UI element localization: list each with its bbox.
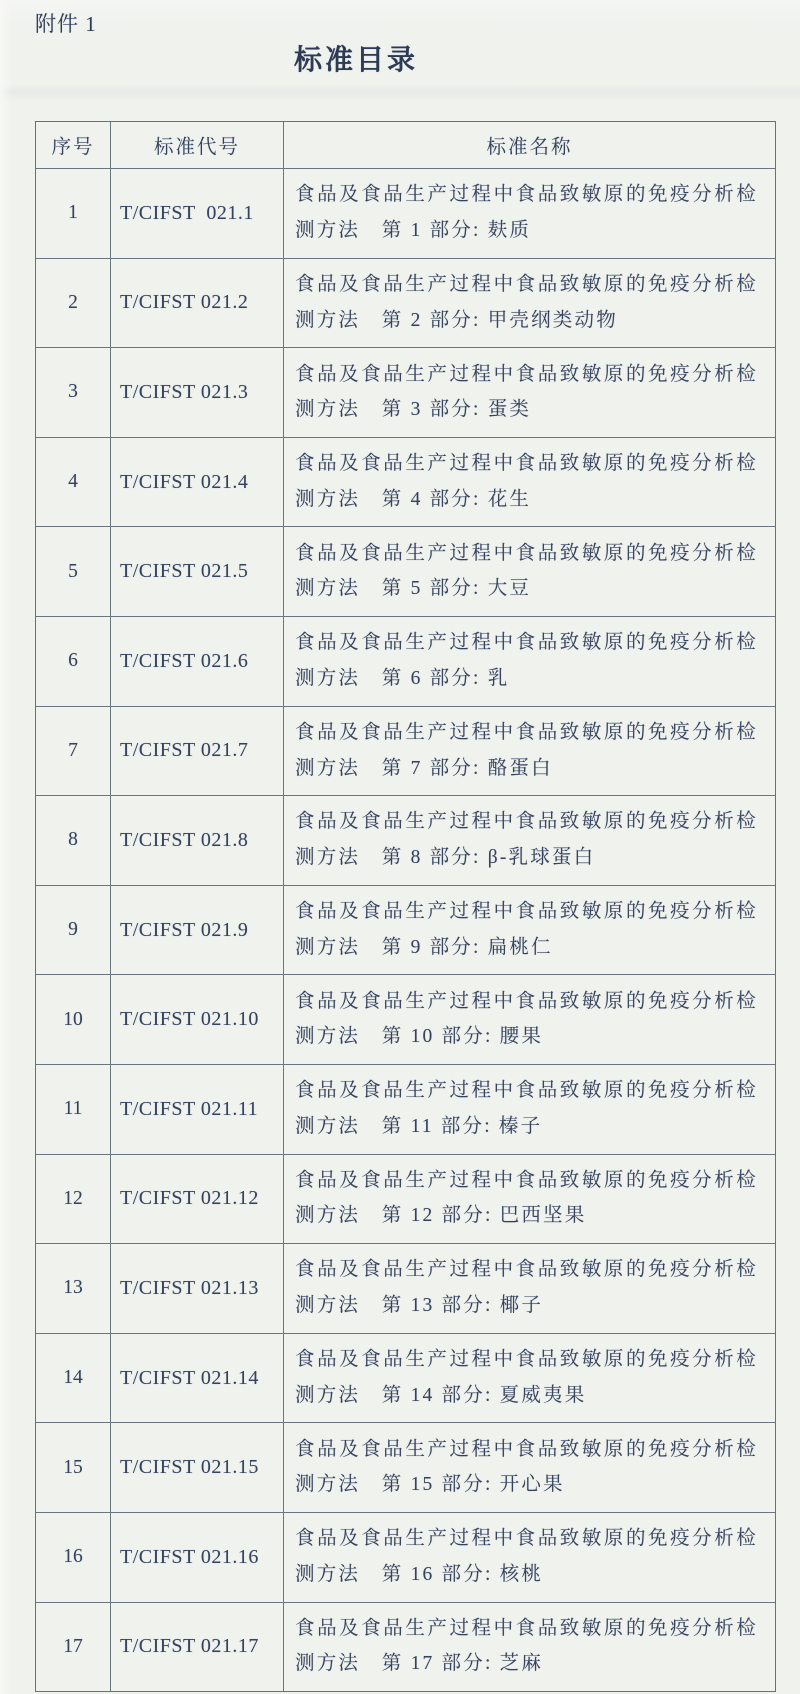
row-serial-number: 7 bbox=[36, 707, 111, 796]
table-row bbox=[36, 1603, 775, 1692]
row-standard-code: T/CIFST 021.8 bbox=[111, 796, 284, 885]
standard-name-line2: 测方法 第 12 部分: 巴西坚果 bbox=[295, 1205, 587, 1227]
page-title: 标准目录 bbox=[293, 45, 418, 76]
standard-name-line1: 食品及食品生产过程中食品致敏原的免疫分析检 bbox=[295, 1080, 758, 1102]
table-row bbox=[36, 348, 775, 438]
standard-name-line2: 测方法 第 6 部分: 乳 bbox=[295, 667, 510, 689]
standard-name-line2: 测方法 第 10 部分: 腰果 bbox=[295, 1026, 544, 1048]
standard-name-line2: 测方法 第 11 部分: 榛子 bbox=[295, 1115, 543, 1137]
row-serial-number: 6 bbox=[36, 617, 111, 706]
table-row bbox=[36, 1513, 775, 1603]
table-row bbox=[36, 438, 775, 528]
standards-table bbox=[35, 121, 776, 1692]
row-standard-code: T/CIFST 021.7 bbox=[111, 707, 284, 796]
table-row bbox=[36, 1155, 775, 1245]
row-serial-number: 11 bbox=[36, 1065, 111, 1154]
table-row bbox=[36, 1244, 775, 1334]
row-serial-number: 14 bbox=[36, 1334, 111, 1423]
row-serial-number: 2 bbox=[36, 259, 111, 348]
row-serial-number: 5 bbox=[36, 527, 111, 616]
row-serial-number: 9 bbox=[36, 886, 111, 975]
standard-name-line2: 测方法 第 17 部分: 芝麻 bbox=[295, 1653, 544, 1675]
row-standard-code: T/CIFST 021.16 bbox=[111, 1513, 284, 1602]
table-row bbox=[36, 796, 775, 886]
standard-name-line2: 测方法 第 16 部分: 核桃 bbox=[295, 1563, 544, 1585]
header-cell-standard-code: 标准代号 bbox=[111, 122, 284, 168]
row-standard-name bbox=[284, 438, 775, 527]
standard-name-line2: 测方法 第 7 部分: 酪蛋白 bbox=[295, 757, 553, 779]
standard-name-line1: 食品及食品生产过程中食品致敏原的免疫分析检 bbox=[295, 1169, 758, 1191]
row-standard-name bbox=[284, 886, 775, 975]
standard-name-line2: 测方法 第 13 部分: 椰子 bbox=[295, 1295, 544, 1317]
row-standard-name bbox=[284, 975, 775, 1064]
table-header-row bbox=[36, 122, 775, 169]
table-row bbox=[36, 707, 775, 797]
standard-name-line2: 测方法 第 15 部分: 开心果 bbox=[295, 1474, 565, 1496]
standard-name-line1: 食品及食品生产过程中食品致敏原的免疫分析检 bbox=[295, 1617, 758, 1639]
table-row bbox=[36, 169, 775, 259]
header-cell-serial-number: 序号 bbox=[36, 122, 111, 168]
row-standard-name bbox=[284, 1513, 775, 1602]
row-standard-code: T/CIFST 021.3 bbox=[111, 348, 284, 437]
standard-name-line1: 食品及食品生产过程中食品致敏原的免疫分析检 bbox=[295, 363, 758, 385]
row-standard-name bbox=[284, 796, 775, 885]
table-row bbox=[36, 1334, 775, 1424]
row-serial-number: 16 bbox=[36, 1513, 111, 1602]
standard-name-line1: 食品及食品生产过程中食品致敏原的免疫分析检 bbox=[295, 184, 758, 206]
standard-name-line1: 食品及食品生产过程中食品致敏原的免疫分析检 bbox=[295, 990, 758, 1012]
table-row bbox=[36, 1423, 775, 1513]
row-standard-name bbox=[284, 617, 775, 706]
standard-name-line1: 食品及食品生产过程中食品致敏原的免疫分析检 bbox=[295, 1349, 758, 1371]
header-cell-standard-name: 标准名称 bbox=[486, 137, 573, 158]
row-standard-name bbox=[284, 1423, 775, 1512]
row-standard-code: T/CIFST 021.14 bbox=[111, 1334, 284, 1423]
row-standard-code: T/CIFST 021.6 bbox=[111, 617, 284, 706]
row-standard-code: T/CIFST 021.10 bbox=[111, 975, 284, 1064]
row-serial-number: 1 bbox=[36, 169, 111, 258]
standard-name-line1: 食品及食品生产过程中食品致敏原的免疫分析检 bbox=[295, 721, 758, 743]
row-standard-name bbox=[284, 1155, 775, 1244]
row-standard-name bbox=[284, 1244, 775, 1333]
standard-name-line1: 食品及食品生产过程中食品致敏原的免疫分析检 bbox=[295, 1438, 758, 1460]
row-standard-code: T/CIFST 021.5 bbox=[111, 527, 284, 616]
row-standard-name bbox=[284, 527, 775, 616]
standard-name-line2: 测方法 第 4 部分: 花生 bbox=[295, 488, 532, 510]
row-standard-code: T/CIFST 021.15 bbox=[111, 1423, 284, 1512]
row-standard-code: T/CIFST 021.13 bbox=[111, 1244, 284, 1333]
row-standard-code: T/CIFST 021.4 bbox=[111, 438, 284, 527]
standard-name-line1: 食品及食品生产过程中食品致敏原的免疫分析检 bbox=[295, 901, 758, 923]
row-standard-code: T/CIFST 021.17 bbox=[111, 1603, 284, 1692]
row-standard-code: T/CIFST 021.12 bbox=[111, 1155, 284, 1244]
row-serial-number: 8 bbox=[36, 796, 111, 885]
row-standard-code: T/CIFST 021.9 bbox=[111, 886, 284, 975]
table-body bbox=[36, 169, 775, 1691]
table-row bbox=[36, 1065, 775, 1155]
standard-name-line1: 食品及食品生产过程中食品致敏原的免疫分析检 bbox=[295, 453, 758, 475]
standard-name-line1: 食品及食品生产过程中食品致敏原的免疫分析检 bbox=[295, 273, 758, 295]
row-serial-number: 12 bbox=[36, 1155, 111, 1244]
standard-name-line2: 测方法 第 9 部分: 扁桃仁 bbox=[295, 936, 553, 958]
table-row bbox=[36, 617, 775, 707]
row-standard-code: T/CIFST 021.2 bbox=[111, 259, 284, 348]
attachment-label: 附件 1 bbox=[35, 12, 97, 36]
standard-name-line1: 食品及食品生产过程中食品致敏原的免疫分析检 bbox=[295, 632, 758, 654]
row-standard-name bbox=[284, 169, 775, 258]
row-standard-name bbox=[284, 1334, 775, 1423]
standard-name-line1: 食品及食品生产过程中食品致敏原的免疫分析检 bbox=[295, 1528, 758, 1550]
table-row bbox=[36, 975, 775, 1065]
row-standard-code: T/CIFST 021.11 bbox=[111, 1065, 284, 1154]
row-standard-code: T/CIFST 021.1 bbox=[111, 169, 284, 258]
row-standard-name bbox=[284, 707, 775, 796]
standard-name-line2: 测方法 第 1 部分: 麸质 bbox=[295, 219, 532, 241]
row-serial-number: 4 bbox=[36, 438, 111, 527]
standard-name-line1: 食品及食品生产过程中食品致敏原的免疫分析检 bbox=[295, 542, 758, 564]
standard-name-line1: 食品及食品生产过程中食品致敏原的免疫分析检 bbox=[295, 811, 758, 833]
standard-name-line2: 测方法 第 5 部分: 大豆 bbox=[295, 578, 532, 600]
standard-name-line1: 食品及食品生产过程中食品致敏原的免疫分析检 bbox=[295, 1259, 758, 1281]
row-standard-name bbox=[284, 348, 775, 437]
row-serial-number: 13 bbox=[36, 1244, 111, 1333]
table-row bbox=[36, 259, 775, 349]
row-serial-number: 15 bbox=[36, 1423, 111, 1512]
standard-name-line2: 测方法 第 2 部分: 甲壳纲类动物 bbox=[295, 309, 618, 331]
table-row bbox=[36, 527, 775, 617]
row-serial-number: 3 bbox=[36, 348, 111, 437]
row-standard-name bbox=[284, 259, 775, 348]
row-standard-name bbox=[284, 1065, 775, 1154]
standard-name-line2: 测方法 第 8 部分: β-乳球蛋白 bbox=[295, 847, 596, 869]
row-serial-number: 17 bbox=[36, 1603, 111, 1692]
table-row bbox=[36, 886, 775, 976]
standard-name-line2: 测方法 第 3 部分: 蛋类 bbox=[295, 399, 532, 421]
standard-name-line2: 测方法 第 14 部分: 夏威夷果 bbox=[295, 1384, 587, 1406]
row-standard-name bbox=[284, 1603, 775, 1692]
row-serial-number: 10 bbox=[36, 975, 111, 1064]
